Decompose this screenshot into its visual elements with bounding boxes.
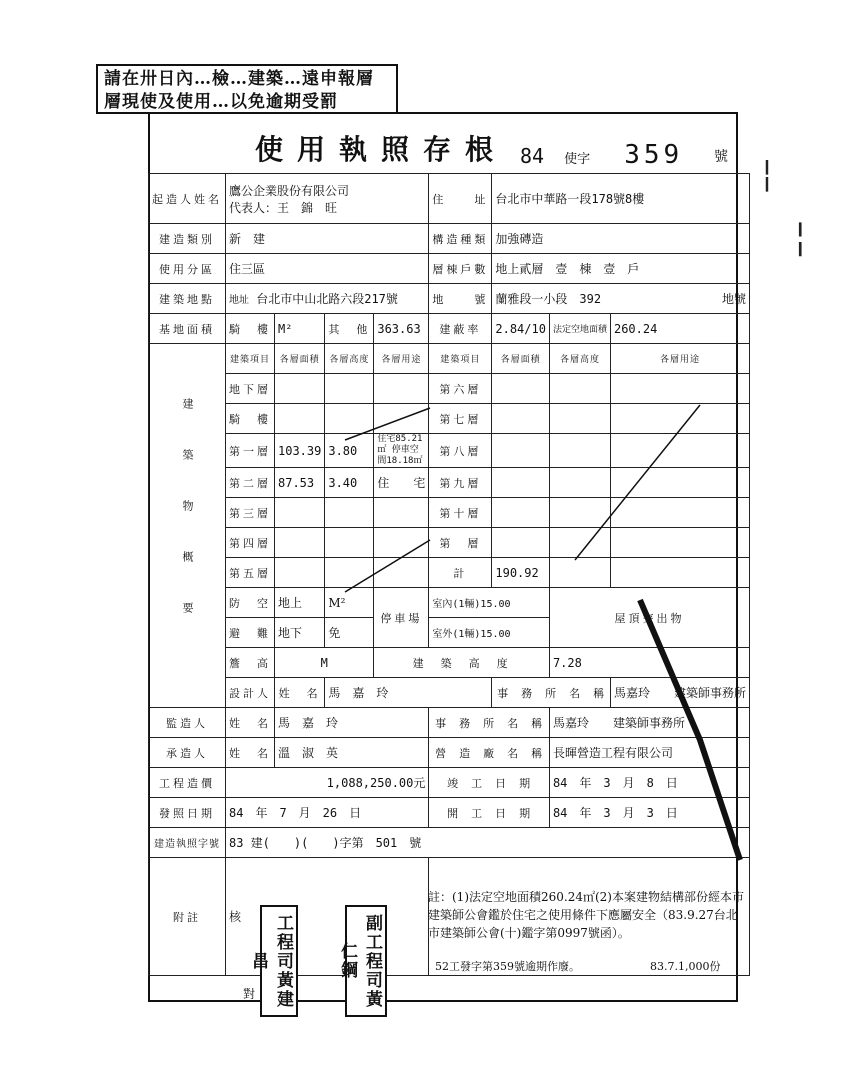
permit-type: 使字 (564, 152, 591, 167)
site-addr-label: 地址 (229, 295, 249, 306)
contractor-name-label: 姓 名 (226, 738, 275, 768)
lot-number: 蘭雅段一小段 392 (495, 292, 602, 306)
parking-indoor: 室內(1輛)15.00 (429, 588, 550, 618)
address-label: 住 址 (429, 174, 492, 224)
far-label: 建蔽率 (429, 314, 492, 344)
print-info: 83.7.1,000份 (650, 960, 721, 973)
strike-line-right (575, 405, 700, 560)
designer-office: 馬嘉玲 建築師事務所 (610, 678, 749, 708)
floor-6-label: 第六層 (429, 374, 492, 404)
contractor-label: 承造人 (149, 738, 226, 768)
permit-serial: 359 (624, 140, 684, 170)
supervisor-name-label: 姓 名 (226, 708, 275, 738)
build-type-value: 新 建 (226, 224, 429, 254)
done-value: 84 年 3 月 8 日 (549, 768, 749, 798)
eaves-label: 簷 高 (226, 648, 275, 678)
issue-label: 發照日期 (149, 798, 226, 828)
start-value: 84 年 3 月 3 日 (549, 798, 749, 828)
floor-2-height: 3.40 (325, 468, 374, 498)
applicant-label: 起造人姓名 (149, 174, 226, 224)
supervisor-office: 馬嘉玲 建築師事務所 (549, 708, 749, 738)
floors-label: 層棟戶數 (429, 254, 492, 284)
legal-value: 260.24 (610, 314, 749, 344)
parking-label: 停車場 (374, 588, 429, 648)
remarks-note: 註：(1)法定空地面積260.24㎡(2)本案建物結構部份經本市建築師公會鑑於住宅之使用條件下應屬安全（83.9.27台北市建築師公會(十)鑑字第0997號函）。 (428, 890, 744, 940)
permit-value: 83 建( )( )字第 501 號 (226, 828, 750, 858)
floor-10-label: 第十層 (429, 498, 492, 528)
floor-3-label: 第三層 (226, 498, 275, 528)
other-label: 其 他 (325, 314, 374, 344)
total-area: 190.92 (492, 558, 550, 588)
col-header-area: 各層面積 (275, 344, 325, 374)
parking-outdoor: 室外(1輛)15.00 (429, 618, 550, 648)
col-header-use: 各層用途 (374, 344, 429, 374)
shelter-up-value: M² (325, 588, 374, 618)
official-seal-1: 工程司黃建昌 (260, 905, 298, 1017)
arcade-value: M² (275, 314, 325, 344)
cost-value: 1,088,250.00元 (226, 768, 429, 798)
applicant-company: 鷹公企業股份有限公司 (229, 183, 350, 198)
structure-label: 構造種類 (429, 224, 492, 254)
check-label: 核 (229, 910, 242, 924)
shelter-exempt: 免 (325, 618, 374, 648)
floor-2-area: 87.53 (275, 468, 325, 498)
handwriting-mark-1: ￤ (750, 158, 784, 198)
floors-value: 地上貳層 壹 棟 壹 戶 (492, 254, 750, 284)
building-section-label: 建築物概要 (149, 344, 226, 708)
supervisor-name: 馬 嘉 玲 (275, 708, 429, 738)
remarks-label: 附註 (149, 858, 226, 976)
floor-1-label: 第一層 (226, 434, 275, 468)
shelter-label: 防 空 (226, 588, 275, 618)
far-value: 2.84/10 (492, 314, 550, 344)
notice-line-1: 請在卅日內…檢…建築…遠申報層 (104, 69, 374, 89)
handwriting-mark-2: ╎ (790, 220, 811, 260)
notice-line-2: 層現使及使用…以免逾期受罰 (104, 92, 338, 112)
shelter-down: 地下 (275, 618, 325, 648)
site-label: 建築地點 (149, 284, 226, 314)
official-seal-2: 副工程司黃仁鋼 (345, 905, 387, 1017)
contractor-firm: 長暉營造工程有限公司 (549, 738, 749, 768)
floor-2-label: 第二層 (226, 468, 275, 498)
floor-4-label: 第四層 (226, 528, 275, 558)
permit-suffix: 號 (714, 149, 728, 165)
done-label: 竣 工 日 期 (429, 768, 550, 798)
build-type-label: 建造類別 (149, 224, 226, 254)
strike-line-upper-left (345, 408, 430, 440)
col-header-height: 各層高度 (325, 344, 374, 374)
form-number: 52工發字第359號逾期作廢。 (435, 960, 580, 973)
col-header-item-right: 建築項目 (429, 344, 492, 374)
applicant-rep: 代表人：王 錦 旺 (229, 200, 338, 215)
roof-label: 屋頂突出物 (549, 588, 749, 648)
floor-1-height: 3.80 (325, 434, 374, 468)
shelter-up: 地上 (275, 588, 325, 618)
permit-label: 建造執照字號 (149, 828, 226, 858)
col-header-height-right: 各層高度 (549, 344, 610, 374)
floor-b1-label: 地下層 (226, 374, 275, 404)
structure-value: 加強磚造 (492, 224, 750, 254)
col-header-item: 建築項目 (226, 344, 275, 374)
floor-8-label: 第八層 (429, 434, 492, 468)
floor-2-use: 住 宅 (374, 468, 429, 498)
lot-suffix: 地號 (721, 292, 746, 306)
total-label: 計 (429, 558, 492, 588)
issue-value: 84 年 7 月 26 日 (226, 798, 429, 828)
legal-label: 法定空地面積 (549, 314, 610, 344)
designer-label: 設計人 (226, 678, 275, 708)
zone-label: 使用分區 (149, 254, 226, 284)
start-label: 開 工 日 期 (429, 798, 550, 828)
supervisor-office-label: 事 務 所 名 稱 (429, 708, 550, 738)
bldg-height-label: 建 築 高 度 (374, 648, 550, 678)
designer-name-label: 姓 名 (275, 678, 325, 708)
document-title: 使用執照存根 (255, 133, 508, 166)
floor-1-area: 103.39 (275, 434, 325, 468)
contractor-firm-label: 營 造 廠 名 稱 (429, 738, 550, 768)
floor-1-use: 住宅85.21㎡ 停車空間18.18㎡ (374, 434, 429, 468)
other-value: 363.63 (374, 314, 429, 344)
floor-9-label: 第九層 (429, 468, 492, 498)
evac-label: 避 難 (226, 618, 275, 648)
site-addr-value: 台北市中山北路六段217號 (256, 292, 398, 306)
arcade-label: 騎 樓 (226, 314, 275, 344)
address-value: 台北市中華路一段178號8樓 (492, 174, 750, 224)
sign-label: 對 (243, 987, 256, 1001)
area-label: 基地面積 (149, 314, 226, 344)
floor-n-label: 第 層 (429, 528, 492, 558)
eaves-value: M (275, 648, 374, 678)
cost-label: 工程造價 (149, 768, 226, 798)
designer-name: 馬 嘉 玲 (325, 678, 492, 708)
supervisor-label: 監造人 (149, 708, 226, 738)
col-header-use-right: 各層用途 (610, 344, 749, 374)
zone-value: 住三區 (226, 254, 429, 284)
floor-5-label: 第五層 (226, 558, 275, 588)
contractor-name: 溫 淑 英 (275, 738, 429, 768)
floor-arcade-label: 騎 樓 (226, 404, 275, 434)
lot-label: 地 號 (429, 284, 492, 314)
floor-7-label: 第七層 (429, 404, 492, 434)
permit-year: 84 (520, 144, 545, 168)
col-header-area-right: 各層面積 (492, 344, 550, 374)
designer-office-label: 事 務 所 名 稱 (492, 678, 611, 708)
strike-line-lower-left (345, 540, 430, 592)
bldg-height-value: 7.28 (549, 648, 749, 678)
handwritten-stroke (640, 600, 740, 860)
